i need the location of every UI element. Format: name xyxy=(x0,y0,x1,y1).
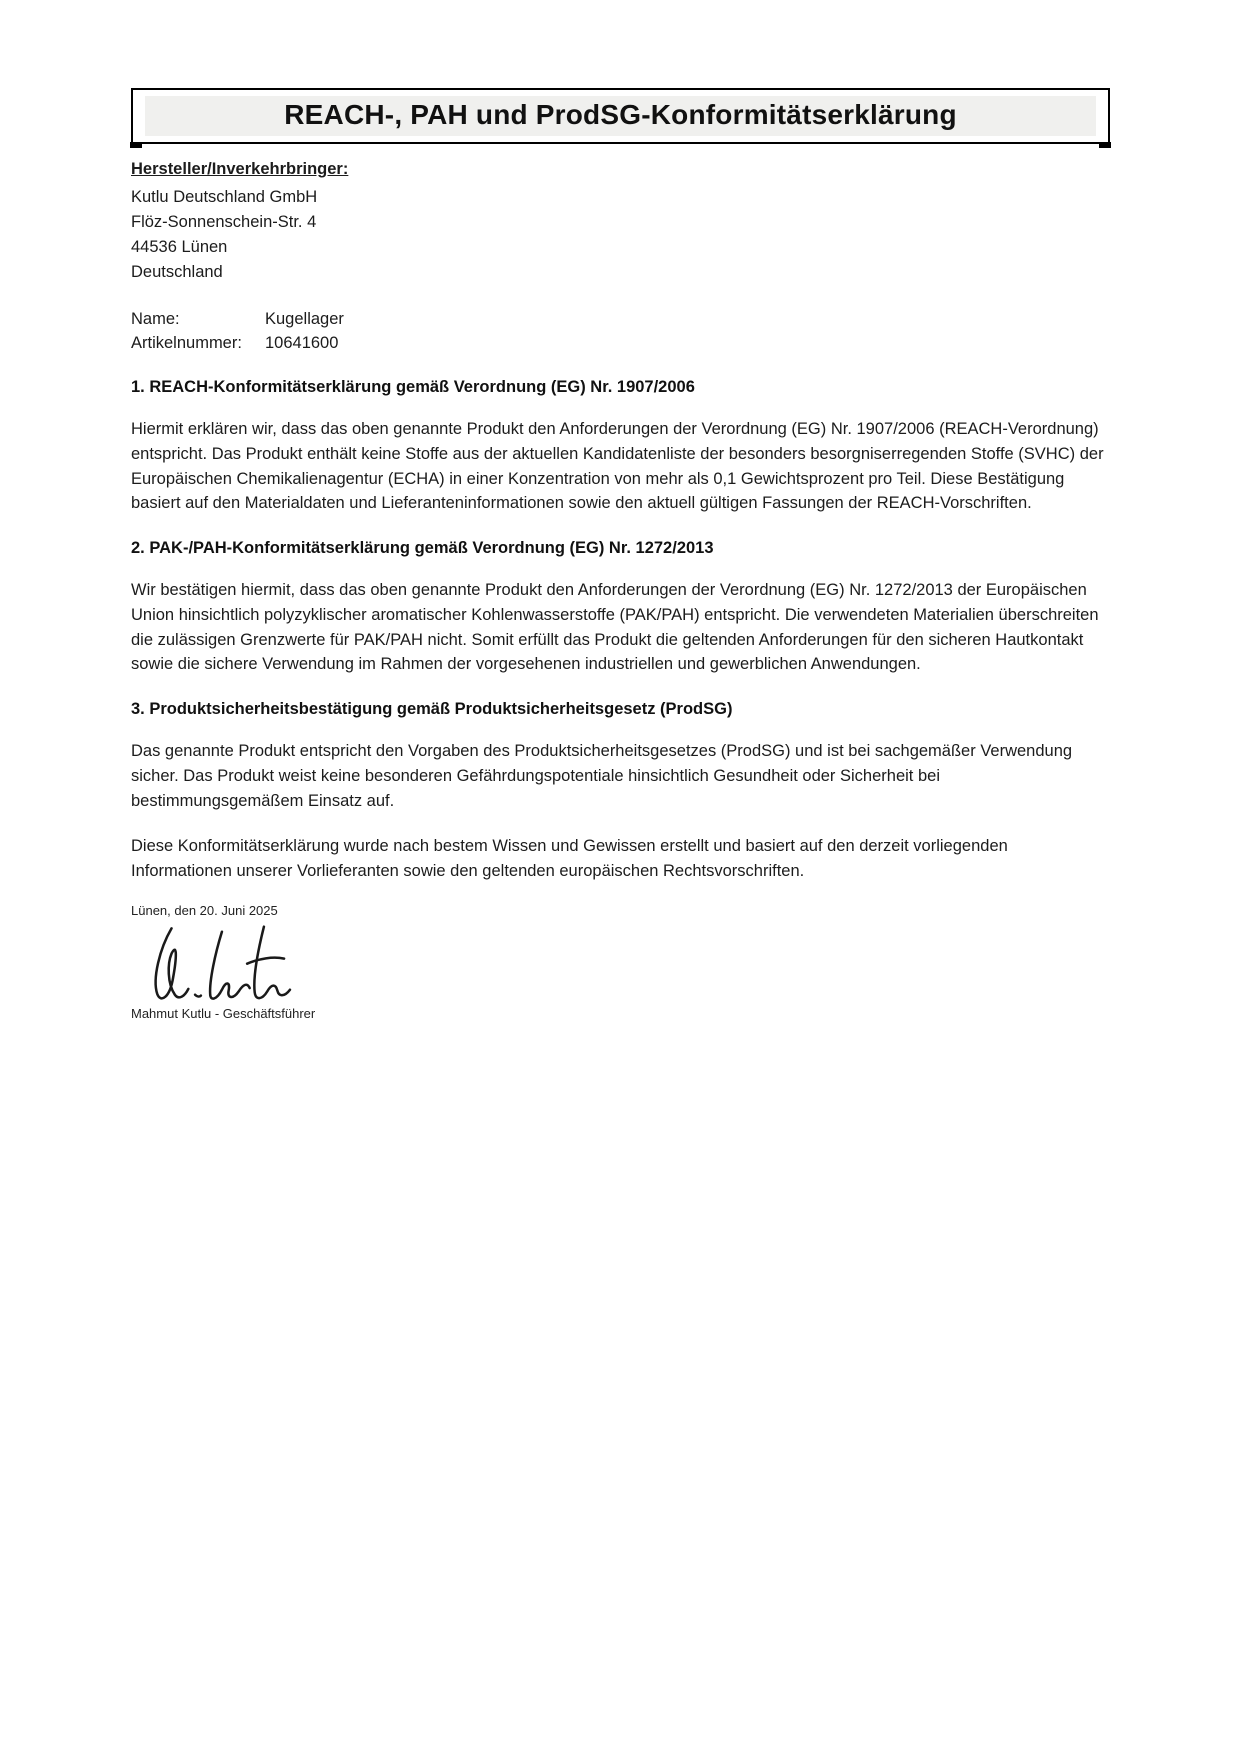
signature-block xyxy=(131,903,1110,1021)
section-prodsg xyxy=(131,700,1110,813)
handwritten-signature-icon xyxy=(147,920,317,1004)
section-pah xyxy=(131,539,1110,677)
signer-name: Mahmut Kutlu - Geschäftsführer xyxy=(131,1005,316,1021)
section-pah-heading: 2. PAK-/PAH-Konformitätserklärung gemäß Verordnung (EG) Nr. 1272/2013 xyxy=(131,539,714,557)
manufacturer-city: 44536 Lünen xyxy=(131,238,228,256)
manufacturer-street: Flöz-Sonnenschein-Str. 4 xyxy=(131,213,317,231)
article-number-value: 10641600 xyxy=(265,334,339,352)
section-pah-body: Wir bestätigen hiermit, dass das oben genannte Produkt den Anforderungen der Verordnung (EG) Nr. 1272/2013 der Europäischen Union hinsichtlich polyzyklischer aromatischer Kohlenwasserstoffe (PAK/PAH) entspricht. Die verwendeten Materialien überschreiten die zulässigen Grenzwerte für PAK/PAH nicht. Somit erfüllt das Produkt die geltenden Anforderungen für den sicheren Hautkontakt sowie die sichere Verwendung im Rahmen der vorgesehenen industriellen und gewerblichen Anwendungen. xyxy=(131,581,1099,674)
product-name-value: Kugellager xyxy=(265,310,344,328)
title-box xyxy=(131,88,1110,144)
section-reach xyxy=(131,378,1110,516)
section-reach-heading: 1. REACH-Konformitätserklärung gemäß Verordnung (EG) Nr. 1907/2006 xyxy=(131,378,695,396)
section-prodsg-body: Das genannte Produkt entspricht den Vorgaben des Produktsicherheitsgesetzes (ProdSG) und ist bei sachgemäßer Verwendung sicher. Das Produkt weist keine besonderen Gefährdungspotentiale hinsichtlich Gesundheit oder Sicherheit bei bestimmungsgemäßem Einsatz auf. xyxy=(131,742,1073,810)
product-name-row xyxy=(131,307,1110,331)
article-number-row xyxy=(131,331,1110,355)
manufacturer-country: Deutschland xyxy=(131,263,223,281)
article-number-label: Artikelnummer: xyxy=(131,334,242,352)
manufacturer-block xyxy=(131,160,1110,285)
product-block xyxy=(131,307,1110,355)
manufacturer-company: Kutlu Deutschland GmbH xyxy=(131,188,318,206)
product-name-label: Name: xyxy=(131,310,180,328)
manufacturer-heading: Hersteller/Inverkehrbringer: xyxy=(131,160,349,178)
page-title: REACH-, PAH und ProdSG-Konformitätserklärung xyxy=(284,99,957,130)
closing-paragraph: Diese Konformitätserklärung wurde nach bestem Wissen und Gewissen erstellt und basiert auf den derzeit vorliegenden Informationen unserer Vorlieferanten sowie den geltenden europäischen Rechtsvorschriften. xyxy=(131,837,1008,880)
section-reach-body: Hiermit erklären wir, dass das oben genannte Produkt den Anforderungen der Verordnung (EG) Nr. 1907/2006 (REACH-Verordnung) entspricht. Das Produkt enthält keine Stoffe aus der aktuellen Kandidatenliste der besonders besorgniserregenden Stoffe (SVHC) der Europäischen Chemikalienagentur (ECHA) in einer Konzentration von mehr als 0,1 Gewichtsprozent pro Teil. Diese Bestätigung basiert auf den Materialdaten und Lieferanteninformationen sowie den aktuell gültigen Fassungen der REACH-Vorschriften. xyxy=(131,420,1104,513)
title-strip xyxy=(145,96,1096,136)
section-prodsg-heading: 3. Produktsicherheitsbestätigung gemäß Produktsicherheitsgesetz (ProdSG) xyxy=(131,700,733,718)
place-date: Lünen, den 20. Juni 2025 xyxy=(131,902,278,918)
